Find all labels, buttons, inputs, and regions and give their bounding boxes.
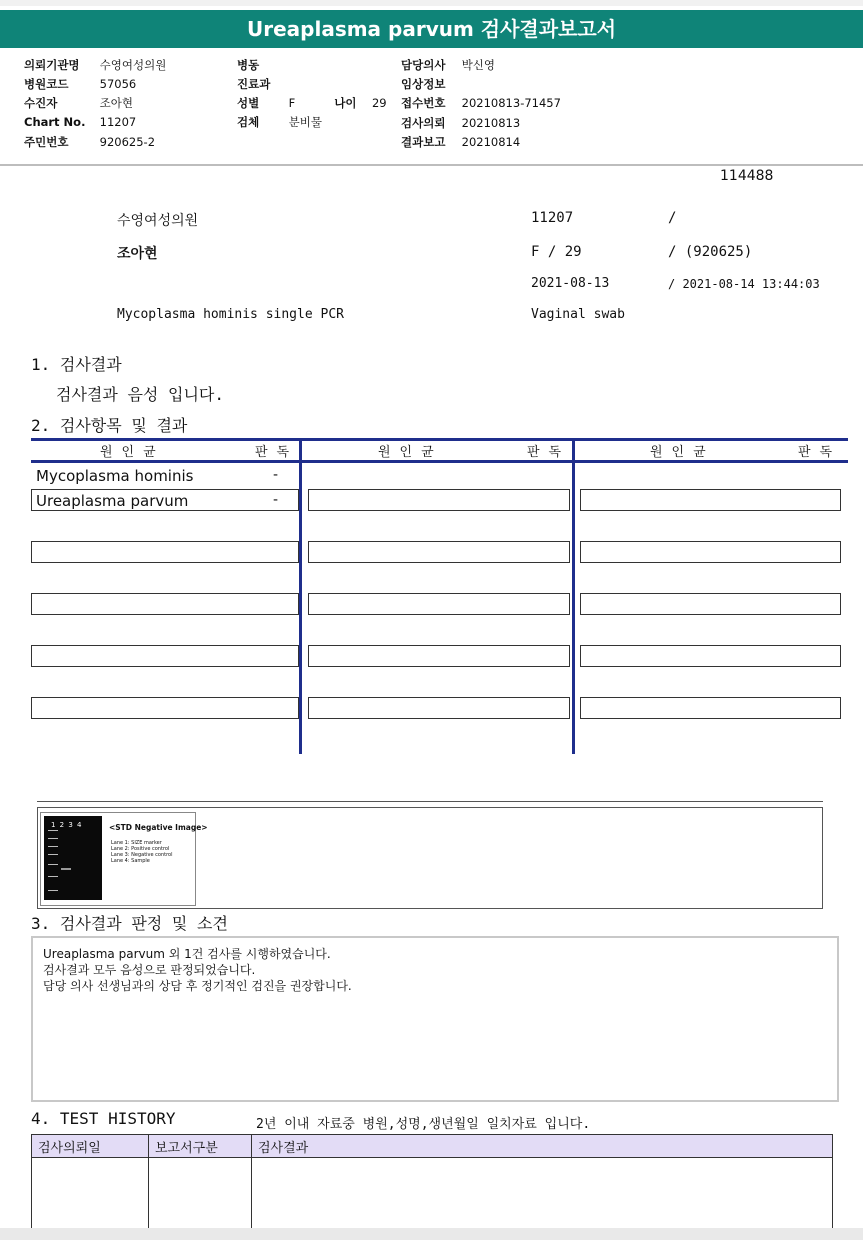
value-doctor: 박신영 <box>461 58 495 72</box>
label-chart-no: Chart No. <box>24 115 86 129</box>
label-clinic: 의뢰기관명 <box>24 58 80 72</box>
report-header <box>0 48 863 166</box>
label-specimen: 검체 <box>237 115 260 129</box>
pathogen-name: Mycoplasma hominis <box>36 467 194 485</box>
gel-legend <box>111 840 173 864</box>
result-row-cell <box>308 697 570 719</box>
history-col-request-date: 검사의뢰일 <box>32 1135 149 1158</box>
header-row <box>237 114 322 130</box>
header-row <box>237 76 289 92</box>
bottom-bar <box>0 1228 863 1240</box>
value-sex: F <box>288 96 296 110</box>
result-row-cell <box>308 593 570 615</box>
pathogen-result: - <box>273 467 279 483</box>
section3-heading: 3. 검사결과 판정 및 소견 <box>31 914 228 933</box>
divider <box>37 801 823 802</box>
header-row <box>237 95 387 111</box>
col-header-result: 판독 <box>798 445 842 460</box>
value-clinic: 수영여성의원 <box>99 58 167 72</box>
history-table <box>31 1134 833 1229</box>
value-report-date: 20210814 <box>461 135 521 149</box>
value-age: 29 <box>371 96 387 110</box>
history-row <box>32 1158 833 1229</box>
section4-heading: 4. TEST HISTORY <box>31 1109 176 1128</box>
result-row-cell <box>580 489 841 511</box>
info-specimen: Vaginal swab <box>531 307 625 322</box>
result-row-cell <box>308 645 570 667</box>
label-receipt-no: 접수번호 <box>401 96 446 110</box>
header-row <box>24 134 155 150</box>
header-row <box>237 57 289 73</box>
info-patient: 조아현 <box>117 246 158 262</box>
results-column-divider <box>299 438 302 754</box>
value-request-date: 20210813 <box>461 116 521 130</box>
header-row <box>401 134 520 150</box>
info-sex-age: F / 29 <box>531 244 582 260</box>
results-column-divider <box>572 438 575 754</box>
gel-legend-line: Lane 3: Negative control <box>111 852 173 858</box>
results-table-header-rule <box>31 460 848 463</box>
result-row-cell <box>31 697 299 719</box>
label-request-date: 검사의뢰 <box>401 116 446 130</box>
result-row-cell <box>31 541 299 563</box>
header-row <box>401 95 561 111</box>
label-report-date: 결과보고 <box>401 135 446 149</box>
opinion-box <box>31 936 839 1102</box>
info-clinic: 수영여성의원 <box>117 213 199 229</box>
col-header-result: 판독 <box>255 445 299 460</box>
result-row-cell <box>580 593 841 615</box>
history-header-row <box>32 1135 833 1158</box>
value-receipt-no: 20210813-71457 <box>461 96 561 110</box>
value-resident-no: 920625-2 <box>99 135 156 149</box>
col-header-pathogen: 원인균 <box>650 445 715 460</box>
col-header-pathogen: 원인균 <box>100 445 165 460</box>
gel-title: <STD Negative Image> <box>109 823 208 832</box>
col-header-pathogen: 원인균 <box>378 445 443 460</box>
label-age: 나이 <box>334 96 357 110</box>
info-test-name: Mycoplasma hominis single PCR <box>117 307 344 322</box>
info-report-datetime: / 2021-08-14 13:44:03 <box>668 277 820 291</box>
gel-lane-numbers: 1 2 3 4 <box>51 821 83 829</box>
header-row <box>401 115 520 131</box>
history-cell <box>252 1158 833 1229</box>
label-department: 진료과 <box>237 77 271 91</box>
header-row <box>24 57 166 73</box>
pathogen-result: - <box>273 492 279 508</box>
report-number: 114488 <box>720 168 774 184</box>
value-chart-no: 11207 <box>99 115 137 129</box>
history-col-result: 검사결과 <box>252 1135 833 1158</box>
opinion-line: Ureaplasma parvum 외 1건 검사를 시행하였습니다. <box>43 947 331 961</box>
label-resident-no: 주민번호 <box>24 135 69 149</box>
pathogen-name: Ureaplasma parvum <box>36 492 189 510</box>
label-patient: 수진자 <box>24 96 58 110</box>
result-row-cell <box>580 697 841 719</box>
gel-legend-line: Lane 4: Sample <box>111 858 150 864</box>
label-hospital-code: 병원코드 <box>24 77 69 91</box>
result-row-cell <box>31 645 299 667</box>
result-row-cell <box>580 541 841 563</box>
report-title: Ureaplasma parvum 검사결과보고서 <box>0 10 863 48</box>
section1-heading: 1. 검사결과 <box>31 355 122 374</box>
result-row-cell <box>308 489 570 511</box>
info-chart: 11207 <box>531 210 574 226</box>
history-cell <box>149 1158 252 1229</box>
history-cell <box>32 1158 149 1229</box>
gel-legend-line: Lane 1: SIZE marker <box>111 840 162 846</box>
header-row <box>401 76 462 92</box>
info-birth: / (920625) <box>668 244 753 260</box>
info-slash: / <box>668 210 677 226</box>
value-hospital-code: 57056 <box>99 77 137 91</box>
result-row-cell <box>31 593 299 615</box>
value-patient: 조아현 <box>99 96 133 110</box>
label-ward: 병동 <box>237 58 260 72</box>
history-col-report-type: 보고서구분 <box>149 1135 252 1158</box>
col-header-result: 판독 <box>527 445 571 460</box>
section2-heading: 2. 검사항목 및 결과 <box>31 416 188 435</box>
header-row <box>24 95 133 111</box>
value-specimen: 분비물 <box>288 115 322 129</box>
result-row-cell <box>580 645 841 667</box>
history-note: 2년 이내 자료중 병원,성명,생년월일 일치자료 입니다. <box>256 1117 591 1132</box>
gel-legend-line: Lane 2: Positive control <box>111 846 170 852</box>
top-bar <box>0 0 863 6</box>
label-sex: 성별 <box>237 96 260 110</box>
label-doctor: 담당의사 <box>401 58 446 72</box>
header-row <box>401 57 495 73</box>
info-request-date: 2021-08-13 <box>531 276 610 291</box>
section1-result-text: 검사결과 음성 입니다. <box>56 385 225 404</box>
header-row <box>24 115 136 129</box>
opinion-line: 담당 의사 선생님과의 상담 후 정기적인 검진을 권장합니다. <box>43 979 352 993</box>
result-row-cell <box>308 541 570 563</box>
header-row <box>24 76 136 92</box>
label-clinical-info: 임상정보 <box>401 77 446 91</box>
opinion-line: 검사결과 모두 음성으로 판정되었습니다. <box>43 963 256 977</box>
